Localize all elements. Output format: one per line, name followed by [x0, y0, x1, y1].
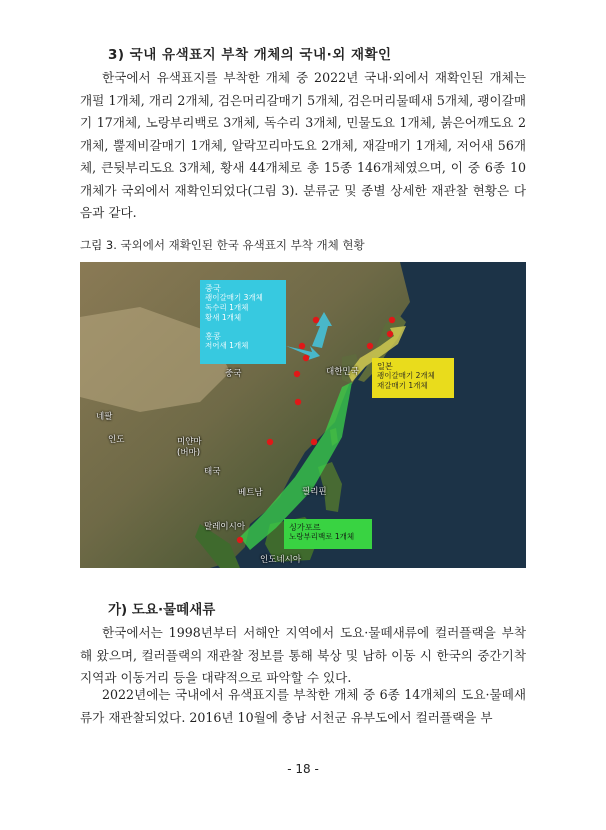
recapture-marker: [237, 537, 243, 543]
china-box-line: 괭이갈매기 3개체: [205, 293, 263, 302]
label-korea: 대한민국: [326, 367, 359, 377]
label-myanmar: 미얀마 (버마): [177, 437, 202, 458]
japan-recapture-box: [372, 358, 454, 398]
figure-caption: 그림 3. 국외에서 재확인된 한국 유색표지 부착 개체 현황: [80, 238, 365, 252]
recapture-marker: [295, 399, 301, 405]
recapture-marker: [294, 371, 300, 377]
label-vietnam: 베트남: [238, 488, 263, 498]
recapture-marker: [303, 355, 309, 361]
china-box-line: 독수리 1개체: [205, 303, 249, 312]
recapture-marker: [387, 331, 393, 337]
label-india: 인도: [108, 435, 125, 445]
label-indonesia: 인도네시아: [260, 555, 302, 565]
label-philippines: 필리핀: [302, 487, 327, 497]
recapture-marker: [367, 343, 373, 349]
singapore-box-line: 노랑부리백로 1개체: [289, 532, 355, 541]
japan-box-title: 일본: [377, 361, 393, 371]
page-number: - 18 -: [287, 762, 319, 776]
paragraph-recapture-summary: 한국에서 유색표지를 부착한 개체 중 2022년 국내·외에서 재확인된 개체는 개펄 1개체, 개리 2개체, 검은머리갈매기 5개체, 검은머리물떼새 5개체, 괭이갈매기 17개체, 노랑부리백로 3개체, 독수리 3개체, 민물도요 1개체, 붉은어깨도요 2개체, 뿔제비갈매기 1개체, 알락꼬리마도요 2개체, 재갈매기 1개체, 저어새 56개체, 큰뒷부리도요 3개체, 황새 44개체로 총 15종 146개체였으며, 이 중 6종 10개체가 국외에서 재확인되었다(그림 3). 분류군 및 종별 상세한 재관찰 현황은 다음과 같다.: [80, 70, 526, 220]
china-box-title: 중국: [205, 283, 221, 293]
paragraph-shorebird-intro: 한국에서는 1998년부터 서해안 지역에서 도요·물떼새류에 컬러플랙을 부착해 왔으며, 컬러플랙의 재관찰 정보를 통해 북상 및 남하 이동 시 한국의 중간기착 지역과 이동거리 등을 대략적으로 파악할 수 있다.: [80, 625, 526, 685]
china-box-line: 황새 1개체: [205, 313, 242, 322]
recapture-map: [80, 262, 526, 568]
recapture-marker: [299, 343, 305, 349]
recapture-marker: [389, 317, 395, 323]
singapore-recapture-box: [284, 519, 372, 549]
label-malaysia: 말레이시아: [204, 522, 246, 532]
recapture-marker: [267, 439, 273, 445]
label-nepal: 네팔: [96, 412, 113, 422]
singapore-box-title: 싱가포르: [289, 522, 321, 532]
recapture-marker: [313, 317, 319, 323]
section-heading: 3) 국내 유색표지 부착 개체의 국내·외 재확인: [108, 47, 392, 63]
hongkong-box-line: 저어새 1개체: [205, 341, 249, 350]
paragraph-shorebird-2022: 2022년에는 국내에서 유색표지를 부착한 개체 중 6종 14개체의 도요·물떼새류가 재관찰되었다. 2016년 10월에 충남 서천군 유부도에서 컬러플랙을 부: [80, 687, 526, 725]
japan-box-line: 재갈매기 1개체: [377, 381, 428, 390]
label-thailand: 태국: [204, 467, 221, 477]
japan-box-line: 괭이갈매기 2개체: [377, 371, 435, 380]
label-china: 중국: [225, 369, 242, 379]
china-recapture-box: [200, 280, 286, 364]
recapture-marker: [311, 439, 317, 445]
subsection-heading: 가) 도요·물떼새류: [108, 602, 216, 618]
hongkong-box-title: 홍콩: [205, 331, 221, 341]
